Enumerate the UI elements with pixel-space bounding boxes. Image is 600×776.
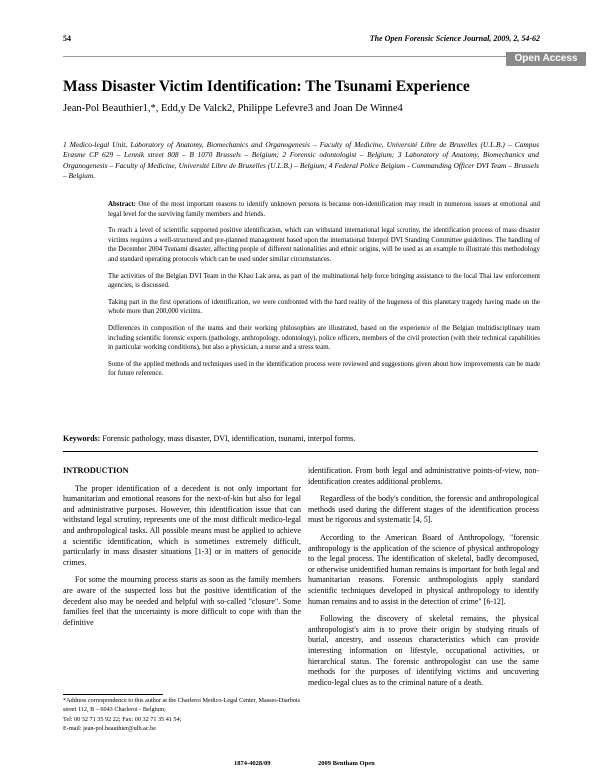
issn: 1874-4028/09	[234, 760, 271, 767]
body-paragraph: Regardless of the body's condition, the forensic and anthropological methods used during the different stages of the identification process must be rigorous and systematic [4, 5].	[308, 494, 539, 525]
left-column	[63, 466, 301, 635]
abstract-label: Abstract:	[108, 201, 136, 208]
body-paragraph: Following the discovery of skeletal remains, the physical anthropologist's aim is to prove their origin by studying rituals of burial, ancestry, and osseous characteristics which can provide interesting information on lifestyle, occupational activities, or hierarchical status. The forensic anthropologist can use the same methods for the purposes of identifying victims and uncovering medico-legal clues as to the criminal nature of a death.	[308, 614, 539, 687]
body-paragraph: According to the American Board of Anthropology, "forensic anthropology is the application of the science of physical anthropology to the legal process. The identification of skeletal, badly decomposed, or otherwise unidentified human remains is important for both legal and humanitarian reasons. Forensic anthropologists apply standard scientific techniques developed in physical anthropology to identify human remains and to assist in the detection of crime" [6-12].	[308, 532, 539, 606]
abstract-paragraph: The activities of the Belgian DVI Team in the Khao Lak area, as part of the multinational help force bringing assistance to the local Thai law enforcement agencies, is discussed.	[108, 272, 540, 290]
abstract-paragraph: Some of the applied methods and techniques used in the identification process were reviewed and suggestions given about how improvements can be made for future reference.	[108, 360, 540, 378]
keywords	[63, 434, 355, 443]
page-number: 54	[63, 34, 71, 43]
author-list: Jean-Pol Beauthier1,*, Edd,y De Valck2, Philippe Lefevre3 and Joan De Winne4	[63, 103, 403, 114]
affiliations: 1 Medico-legal Unit, Laboratory of Anatomy, Biomechanics and Organogenesis – Faculty of Medicine, Université Libre de Bruxelles (U.L.B.) – Campus Erasme CP 629 – Lennik street 808 – B 1070 Brussels – Belgium; 2 Forensic odontologist – Belgium; 3 Laboratory of Anatomy, Biomechanics and Organogenesis – Faculty of Medicine, Université Libre de Bruxelles (U.L.B.) – Belgium; 4 Federal Police Belgium - Commanding Officer DVI Team – Brussels – Belgium.	[63, 140, 539, 180]
correspondence-footnote: *Address correspondence to this author at the Charleroi Medico-Legal Center, Masses-Diarbois street 112, B – 6043 Charleroi - Belgium; Tel: 00 32 71 35 92 22; Fax: 00 32 71 35 41 54; E-mail: jean-pol.beauthier@ulb.ac.be	[63, 697, 301, 732]
journal-info: The Open Forensic Science Journal, 2009, 2, 54-62	[369, 34, 540, 43]
body-paragraph: The proper identification of a decedent is not only important for humanitarian and emotional reasons for the next-of-kin but also for legal and administrative purposes. However, this identification issue that can withstand legal scrutiny, represents one of the most difficult medico-legal and anthropological tasks. All possible means must be applied to achieve a scientific identification, which is sometimes extremely difficult, particularly in mass disaster situations [1-3] or in matters of genocide crimes.	[63, 483, 301, 567]
right-column	[308, 466, 539, 695]
abstract-paragraph: Taking part in the first operations of identification, we were confronted with the hard reality of the hugeness of this planetary tragedy having made on the whole more than 200,000 victims.	[108, 298, 540, 316]
section-heading: INTRODUCTION	[63, 466, 129, 475]
abstract-paragraph: Differences in composition of the teams and their working philosophies are illustrated, based on the experience of the Belgian multidisciplinary team including scientific forensic experts (pathology, anthropology, odontology), police officers, members of the civil protection (with their technical capabilities in particular working conditions), but also a physician, a nurse and a stress team.	[108, 324, 540, 352]
footnote-rule	[63, 694, 163, 695]
body-paragraph: identification. From both legal and administrative points-of-view, non-identification creates additional problems.	[308, 466, 539, 486]
running-header	[63, 34, 540, 48]
article-title: Mass Disaster Victim Identification: The Tsunami Experience	[63, 78, 470, 95]
body-paragraph: For some the mourning process starts as soon as the family members are aware of the suspected loss but the positive identification of the decedent also may be needed and helpful with so-called "closure". Some families feel that the uncertainty is more difficult to cope with than the definitive	[63, 575, 301, 627]
abstract-paragraph: To reach a level of scientific supported positive identification, which can withstand international legal scrutiny, the identification process of mass disaster victims requires a well-structured and pre-planned management based upon the international Interpol DVI Standing Committee guidelines. The handling of the December 2004 Tsunami disaster, affecting people of different nationalities and ethnic origins, will be used as an example to illustrate this methodology and standard operating protocols which can be used under similar circumstances.	[108, 227, 540, 263]
keywords-label: Keywords:	[63, 434, 101, 443]
open-access-badge: Open Access	[506, 52, 586, 66]
keywords-text: Forensic pathology, mass disaster, DVI, identification, tsunami, interpol forms.	[102, 434, 356, 443]
abstract-paragraph: Abstract: One of the most important reasons to identify unknown persons is because non-identification may result in numerous issues at emotional and legal level for the surviving family members and friends.	[108, 201, 540, 218]
abstract	[108, 200, 540, 386]
publisher: 2009 Bentham Open	[318, 760, 375, 767]
section-divider	[63, 451, 538, 452]
